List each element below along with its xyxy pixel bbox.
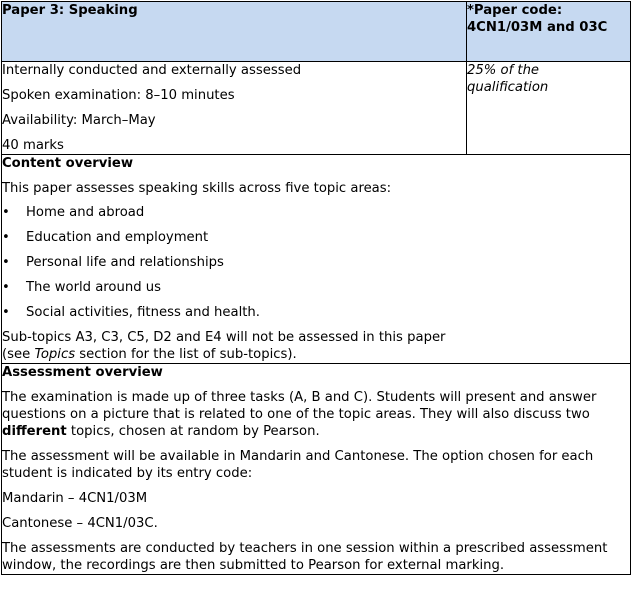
assessment-para-tasks <box>2 389 630 440</box>
paper-spec-table <box>1 1 631 575</box>
list-item: • Social activities, fitness and health. <box>2 304 630 321</box>
availability-line: Availability: March–May <box>2 113 156 128</box>
conduct-line: Internally conducted and externally assessed <box>2 63 302 78</box>
weight-line-1: 25% of the <box>467 63 540 78</box>
different-emphasis: different <box>2 424 67 439</box>
list-item: • Personal life and relationships <box>2 254 630 271</box>
paper-title: Paper 3: Speaking <box>2 2 467 62</box>
assessment-overview-heading: Assessment overview <box>2 365 163 380</box>
assessment-overview-section <box>2 364 631 575</box>
topics-reference: Topics <box>34 347 76 362</box>
paper-code-label: *Paper code: <box>467 3 563 18</box>
marks-line: 40 marks <box>2 138 64 153</box>
subtopics-note-line1: Sub-topics A3, C3, C5, D2 and E4 will not be assessed in this paper <box>2 330 446 345</box>
header-row <box>2 2 631 62</box>
exam-details <box>2 62 467 155</box>
list-item: • Education and employment <box>2 229 630 246</box>
content-overview-intro: This paper assesses speaking skills across five topic areas: <box>2 181 392 196</box>
assessment-overview-row <box>2 364 631 575</box>
tasks-text: The examination is made up of three tasks (A, B and C). Students will present and answer questions on a picture that is related to one of the topic areas. They will also discuss two <box>2 390 597 422</box>
subtopics-note-pre: (see <box>2 347 35 362</box>
assessment-para-languages: The assessment will be available in Mandarin and Cantonese. The option chosen for each student is indicated by its entry code: <box>2 449 594 481</box>
assessment-para-conduct: The assessments are conducted by teachers in one session within a prescribed assessment window, the recordings are then submitted to Pearson for external marking. <box>2 541 608 573</box>
paper-code <box>467 2 631 62</box>
content-overview-heading: Content overview <box>2 156 134 171</box>
tasks-text-end: topics, chosen at random by Pearson. <box>66 424 320 439</box>
mandarin-code: Mandarin – 4CN1/03M <box>2 491 148 506</box>
info-row <box>2 62 631 155</box>
list-item: • Home and abroad <box>2 204 630 221</box>
weight-line-2: qualification <box>467 80 549 95</box>
content-overview-section <box>2 155 631 364</box>
subtopics-note <box>2 329 630 363</box>
paper-code-value: 4CN1/03M and 03C <box>467 20 608 35</box>
qualification-weight <box>467 62 631 155</box>
list-item: • The world around us <box>2 279 630 296</box>
duration-line: Spoken examination: 8–10 minutes <box>2 88 235 103</box>
content-overview-row <box>2 155 631 364</box>
topic-list <box>2 204 630 321</box>
subtopics-note-post: section for the list of sub-topics). <box>75 347 297 362</box>
cantonese-code: Cantonese – 4CN1/03C. <box>2 516 158 531</box>
